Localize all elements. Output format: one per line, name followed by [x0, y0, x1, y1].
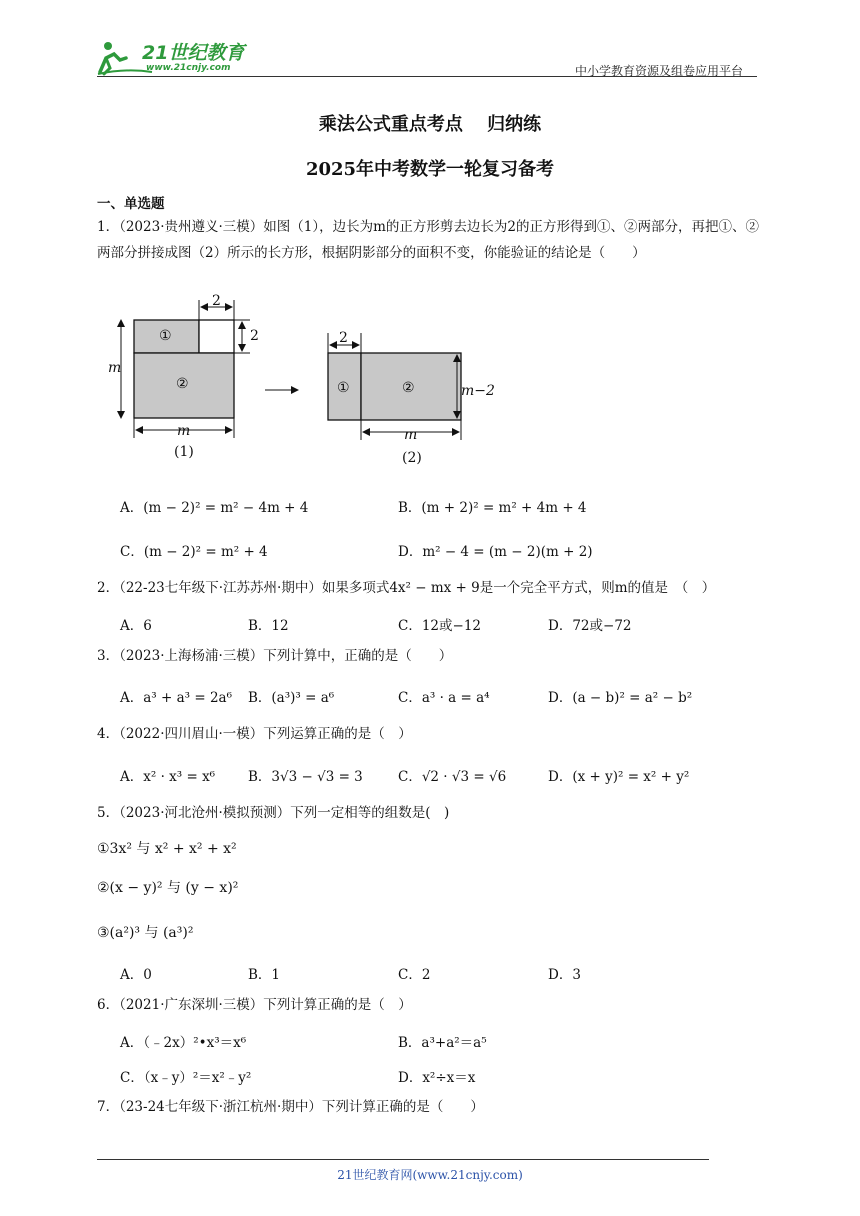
q6-option-b[interactable]: B．a³+a²＝a⁵: [398, 1035, 487, 1051]
q3-option-c[interactable]: C．a³ · a = a⁴: [398, 690, 490, 706]
q4-option-d[interactable]: D．(x + y)² = x² + y²: [548, 769, 690, 785]
logo-text: 21世纪教育: [142, 42, 245, 64]
q6-option-d[interactable]: D．x²÷x＝x: [398, 1070, 476, 1086]
q4-option-b[interactable]: B．3√3 − √3 = 3: [248, 769, 363, 785]
question-1-text: 1．（2023·贵州遵义·三模）如图（1），边长为m的正方形剪去边长为2的正方形得到①、②两部分，再把①、②两部分拼接成图（2）所示的长方形，根据阴影部分的面积不变，你能验证的结论是（ ）: [97, 219, 760, 261]
logo-url: www.21cnjy.com: [146, 63, 231, 73]
fig2-label-m-bottom: m: [404, 427, 418, 443]
site-logo: [96, 38, 256, 76]
fig2-label-circle2: ②: [402, 380, 415, 396]
question-5-text: 5．（2023·河北沧州·模拟预测）下列一定相等的组数是( ): [97, 805, 450, 821]
q6-option-a[interactable]: A．（﹣2x）²•x³＝x⁶: [120, 1035, 247, 1051]
q5-item-3: ③(a²)³ 与 (a³)²: [97, 925, 194, 941]
q3-option-a[interactable]: A．a³ + a³ = 2a⁶: [120, 690, 233, 706]
footer-link[interactable]: 21世纪教育网(www.21cnjy.com): [337, 1168, 523, 1182]
q5-option-a[interactable]: A．0: [120, 967, 152, 983]
footer-divider: [97, 1159, 709, 1160]
fig2-label-circle1: ①: [337, 380, 350, 396]
q5-option-d[interactable]: D．3: [548, 967, 581, 983]
fig1-cut-square: [199, 320, 234, 353]
question-1-figure: [108, 290, 495, 479]
page-title: 乘法公式重点考点 归纳练: [318, 114, 542, 135]
question-7-text: 7．（23-24七年级下·浙江杭州·期中）下列计算正确的是（ ）: [97, 1099, 484, 1115]
question-6-text: 6．（2021·广东深圳·三模）下列计算正确的是（ ）: [97, 997, 412, 1013]
fig1-caption: (1): [174, 444, 194, 460]
q4-option-c[interactable]: C．√2 · √3 = √6: [398, 769, 507, 785]
fig1-label-2-top: 2: [212, 293, 221, 309]
header-divider: [97, 76, 757, 77]
question-4-text: 4．（2022·四川眉山·一模）下列运算正确的是（ ）: [97, 726, 412, 742]
section-heading: 一、单选题: [97, 196, 165, 212]
question-3-text: 3．（2023·上海杨浦·三模）下列计算中，正确的是（ ）: [97, 648, 453, 664]
q2-option-c[interactable]: C．12或−12: [398, 618, 481, 634]
fig1-label-circle2: ②: [176, 376, 189, 392]
fig1-label-2-right: 2: [250, 328, 259, 344]
fig2-label-2-top: 2: [339, 330, 348, 346]
question-2-text: 2．（22-23七年级下·江苏苏州·期中）如果多项式4x² − mx + 9是一个完全平方式，则m的值是 （ ）: [97, 580, 716, 596]
fig2-caption: (2): [402, 450, 422, 466]
q1-option-c[interactable]: C．(m − 2)² = m² + 4: [120, 544, 268, 560]
q3-option-b[interactable]: B．(a³)³ = a⁶: [248, 690, 335, 706]
q1-option-a[interactable]: A．(m − 2)² = m² − 4m + 4: [120, 500, 309, 516]
q5-item-1: ①3x² 与 x² + x² + x²: [97, 841, 237, 857]
q2-option-b[interactable]: B．12: [248, 618, 289, 634]
q3-option-d[interactable]: D．(a − b)² = a² − b²: [548, 690, 693, 706]
q5-option-c[interactable]: C．2: [398, 967, 431, 983]
fig2-label-m-minus-2: m−2: [461, 383, 495, 399]
q1-option-d[interactable]: D．m² − 4 = (m − 2)(m + 2): [398, 544, 593, 560]
q4-option-a[interactable]: A．x² · x³ = x⁶: [120, 769, 216, 785]
header-platform-text: 中小学教育资源及组卷应用平台: [575, 64, 744, 78]
page-subtitle: 2025年中考数学一轮复习备考: [305, 159, 555, 180]
q1-option-b[interactable]: B．(m + 2)² = m² + 4m + 4: [398, 500, 587, 516]
fig1-label-circle1: ①: [159, 328, 172, 344]
q5-item-2: ②(x − y)² 与 (y − x)²: [97, 880, 239, 896]
q6-option-c[interactable]: C．（x﹣y）²＝x²﹣y²: [120, 1070, 252, 1086]
fig1-label-m-left: m: [108, 360, 122, 376]
fig1-label-m-bottom: m: [177, 423, 191, 439]
q2-option-d[interactable]: D．72或−72: [548, 618, 632, 634]
q2-option-a[interactable]: A．6: [120, 618, 152, 634]
q5-option-b[interactable]: B．1: [248, 967, 281, 983]
